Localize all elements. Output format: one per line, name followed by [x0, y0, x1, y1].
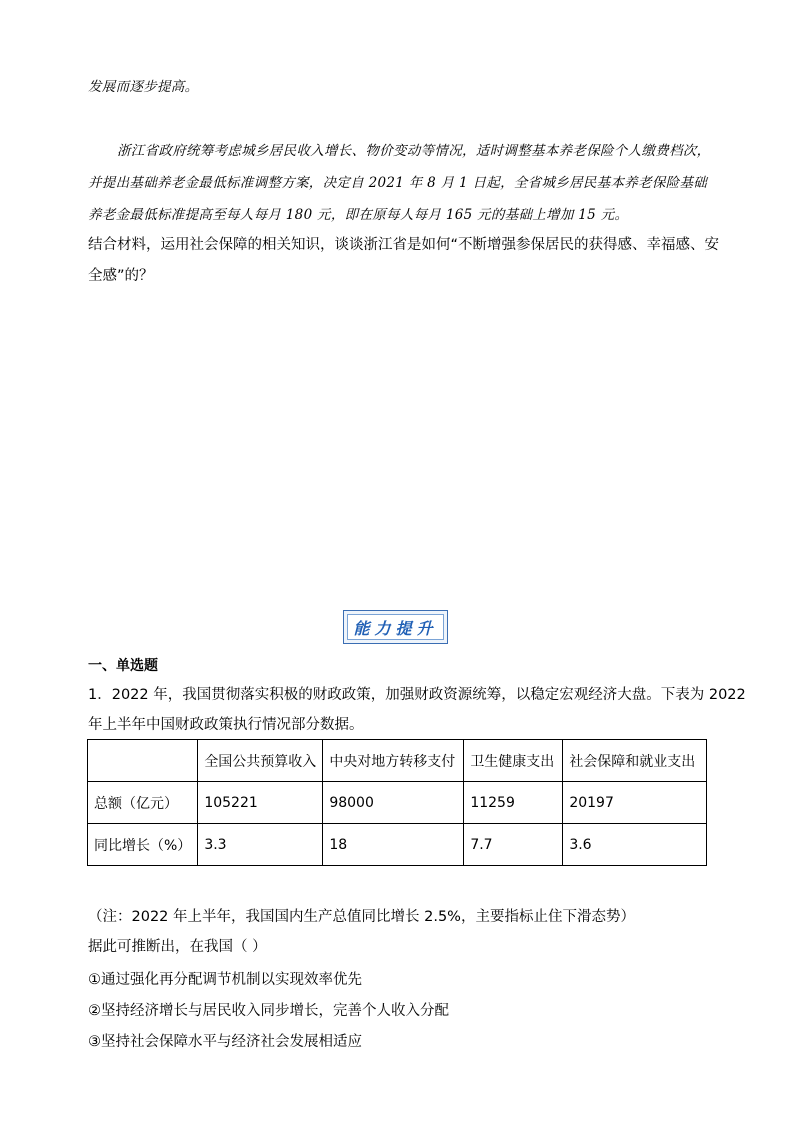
- fiscal-data-table: [87, 739, 707, 866]
- table-cell: 20197: [563, 782, 707, 824]
- table-cell: 98000: [323, 782, 464, 824]
- table-header-cell: 全国公共预算收入: [198, 740, 323, 782]
- table-cell: 同比增长（%）: [88, 824, 198, 866]
- table-row: [88, 782, 707, 824]
- table-row: [88, 824, 707, 866]
- table-cell: 7.7: [464, 824, 563, 866]
- ability-banner: [343, 610, 448, 644]
- table-cell: 18: [323, 824, 464, 866]
- table-cell: 3.3: [198, 824, 323, 866]
- question-line: 全感”的？: [88, 268, 154, 284]
- table-header-cell: 社会保障和就业支出: [563, 740, 707, 782]
- table-cell: 11259: [464, 782, 563, 824]
- table-header-row: [88, 740, 707, 782]
- problem-intro-line: 年上半年中国财政政策执行情况部分数据。: [88, 717, 364, 733]
- problem-intro-line: 1．2022 年，我国贯彻落实积极的财政政策，加强财政资源统筹，以稳定宏观经济大盘。下表为 2022: [88, 687, 746, 703]
- table-note: （注：2022 年上半年，我国国内生产总值同比增长 2.5%，主要指标止住下滑态势）: [88, 909, 635, 925]
- table-header-cell: 卫生健康支出: [464, 740, 563, 782]
- question-stem: 据此可推断出，在我国（ ）: [88, 939, 267, 955]
- table-header-cell: 中央对地方转移支付: [323, 740, 464, 782]
- banner-text: 能力提升: [347, 614, 444, 640]
- answer-option: ①通过强化再分配调节机制以实现效率优先: [88, 972, 362, 988]
- table-cell: 105221: [198, 782, 323, 824]
- material-line: 浙江省政府统筹考虑城乡居民收入增长、物价变动等情况，适时调整基本养老保险个人缴费档次，: [117, 143, 711, 159]
- table-cell: 3.6: [563, 824, 707, 866]
- material-line: 养老金最低标准提高至每人每月 180 元，即在原每人每月 165 元的基础上增加 15 元。: [88, 207, 629, 223]
- table-header-cell: [88, 740, 198, 782]
- question-line: 结合材料，运用社会保障的相关知识，谈谈浙江省是如何“不断增强参保居民的获得感、幸福感、安: [88, 237, 720, 253]
- answer-option: ③坚持社会保障水平与经济社会发展相适应: [88, 1034, 362, 1050]
- material-line: 发展而逐步提高。: [88, 79, 199, 95]
- material-line: 并提出基础养老金最低标准调整方案，决定自 2021 年 8 月 1 日起，全省城乡居民基本养老保险基础: [88, 175, 708, 191]
- section-heading: 一、单选题: [88, 658, 158, 674]
- table-cell: 总额（亿元）: [88, 782, 198, 824]
- answer-option: ②坚持经济增长与居民收入同步增长，完善个人收入分配: [88, 1003, 449, 1019]
